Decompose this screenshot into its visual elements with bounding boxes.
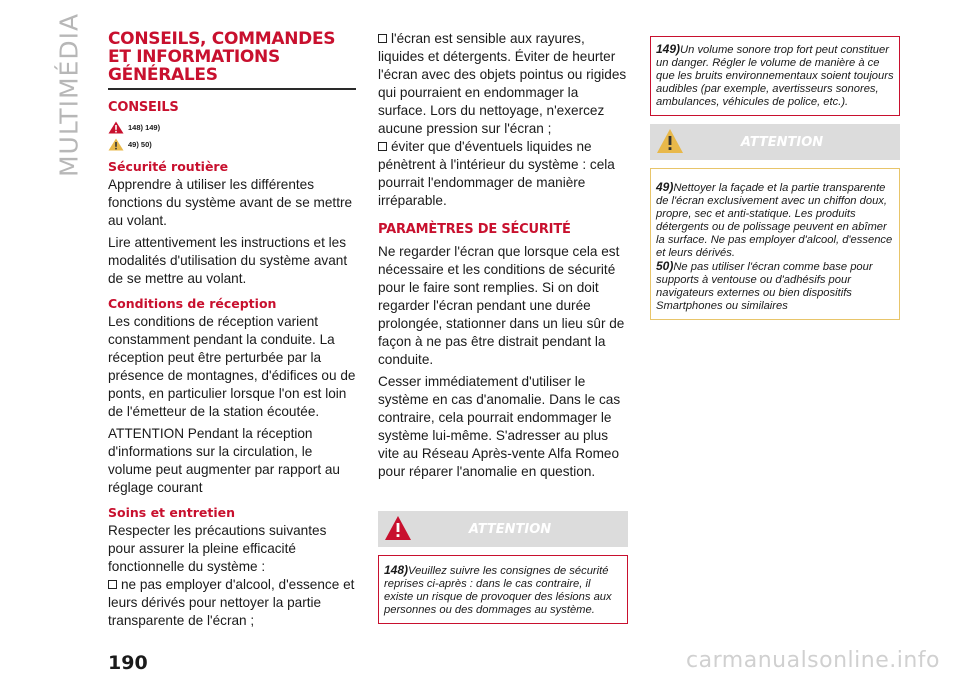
warning-number: 148)	[384, 563, 409, 577]
subsection-title-soins: Soins et entretien	[108, 505, 236, 520]
caution-box	[650, 168, 900, 320]
list-item-text: éviter que d'éventuels liquides ne pénètrent à l'intérieur du système : cela pourrait l'endommager de manière irréparable.	[378, 139, 615, 208]
caution-triangle-yellow-icon	[656, 128, 684, 154]
caution-text: Nettoyer la façade et la partie transparente de l'écran exclusivement avec un chiffon doux, propre, sec et anti-statique. Les produits détergents ou de polissage peuvent en abîmer la surface. Ne pas employer d'alcool, d'essence et leurs dérivés.	[656, 182, 893, 259]
warning-text: Veuillez suivre les consignes de sécurité reprises ci-après : dans le cas contraire, il existe un risque de provoquer des lésions aux personnes ou des dommages au système.	[384, 565, 612, 616]
caution-text: Ne pas utiliser l'écran comme base pour supports à ventouse ou d'adhésifs pour navigateurs externes ou bien dispositifs Smartphones ou similaires	[656, 261, 873, 312]
caution-banner-title: ATTENTION	[740, 134, 824, 150]
page-number: 190	[108, 652, 148, 674]
subsection-title-reception: Conditions de réception	[108, 296, 277, 311]
section-title-conseils: CONSEILS	[108, 100, 179, 115]
side-section-label	[52, 12, 86, 178]
warning-banner	[378, 511, 628, 547]
column-middle	[378, 30, 628, 624]
list-item	[378, 138, 628, 210]
checkbox-bullet-icon	[378, 142, 387, 151]
side-section-label-text: MULTIMÉDIA	[54, 12, 84, 178]
list-item	[378, 30, 628, 138]
checkbox-bullet-icon	[108, 580, 117, 589]
warning-item	[384, 564, 622, 617]
paragraph: Ne regarder l'écran que lorsque cela est nécessaire et les conditions de sécurité pour le faire sont remplies. Si on doit regarder l'écran pendant une durée prolongée, stationner dans un lieu sûr de façon à ne pas être distrait pendant la conduite.	[378, 244, 625, 367]
warning-text: Un volume sonore trop fort peut constituer un danger. Régler le volume de manière à ce que les bruits environnementaux soient toujours audibles (par exemple, avertisseurs sonores, ambulances, véhicules de police, etc.).	[656, 44, 894, 108]
checkbox-bullet-icon	[378, 34, 387, 43]
paragraph: Respecter les précautions suivantes pour assurer la pleine efficacité fonctionnelle du système :	[108, 523, 327, 574]
warning-item	[656, 43, 894, 109]
list-item-text: l'écran est sensible aux rayures, liquides et détergents. Éviter de heurter l'écran avec des objets pointus ou rigides qui pourraient en endommager la surface. Lors du nettoyage, n'exercez aucune pression sur l'écran ;	[378, 31, 627, 136]
paragraph: Apprendre à utiliser les différentes fonctions du système avant de se mettre au volant.	[108, 177, 353, 228]
caution-number: 50)	[656, 259, 674, 273]
caution-banner	[650, 124, 900, 160]
list-item-text: ne pas employer d'alcool, d'essence et leurs dérivés pour nettoyer la partie transparente de l'écran ;	[108, 577, 355, 628]
warning-box	[650, 36, 900, 116]
list-item	[108, 576, 356, 630]
warning-banner-title: ATTENTION	[468, 521, 552, 537]
warning-box	[378, 555, 628, 624]
caution-reference-text: 49) 50)	[128, 140, 152, 149]
paragraph: Les conditions de réception varient constamment pendant la conduite. La réception peut être perturbée par la présence de montagnes, d'édifices ou de ponts, en particulier lorsque l'on est loin de l'émetteur de la station écoutée.	[108, 314, 356, 419]
column-left	[108, 30, 356, 630]
watermark: carmanualsonline.info	[686, 648, 940, 673]
section-title-securite: PARAMÈTRES DE SÉCURITÉ	[378, 222, 571, 237]
warning-triangle-red-icon	[384, 515, 412, 541]
caution-number: 49)	[656, 180, 674, 194]
paragraph: ATTENTION Pendant la réception d'informations sur la circulation, le volume peut augmenter par rapport au réglage courant	[108, 426, 340, 495]
warning-triangle-red-icon	[108, 121, 124, 134]
warning-reference-text: 148) 149)	[128, 123, 161, 132]
page-title: CONSEILS, COMMANDES ET INFORMATIONS GÉNÉRALES	[108, 30, 356, 90]
paragraph: Lire attentivement les instructions et les modalités d'utilisation du système avant de se mettre au volant.	[108, 235, 348, 286]
column-right	[650, 30, 900, 320]
paragraph: Cesser immédiatement d'utiliser le système en cas d'anomalie. Dans le cas contraire, cela pourrait endommager le système lui-même. S'adresser au plus vite au Réseau Après-vente Alfa Romeo pour réparer l'anomalie en question.	[378, 374, 621, 479]
subsection-title-securite: Sécurité routière	[108, 159, 229, 174]
caution-item	[656, 260, 894, 313]
caution-reference-row	[108, 138, 356, 151]
caution-triangle-yellow-icon	[108, 138, 124, 151]
caution-item	[656, 181, 894, 260]
warning-number: 149)	[656, 42, 681, 56]
warning-reference-row	[108, 121, 356, 134]
